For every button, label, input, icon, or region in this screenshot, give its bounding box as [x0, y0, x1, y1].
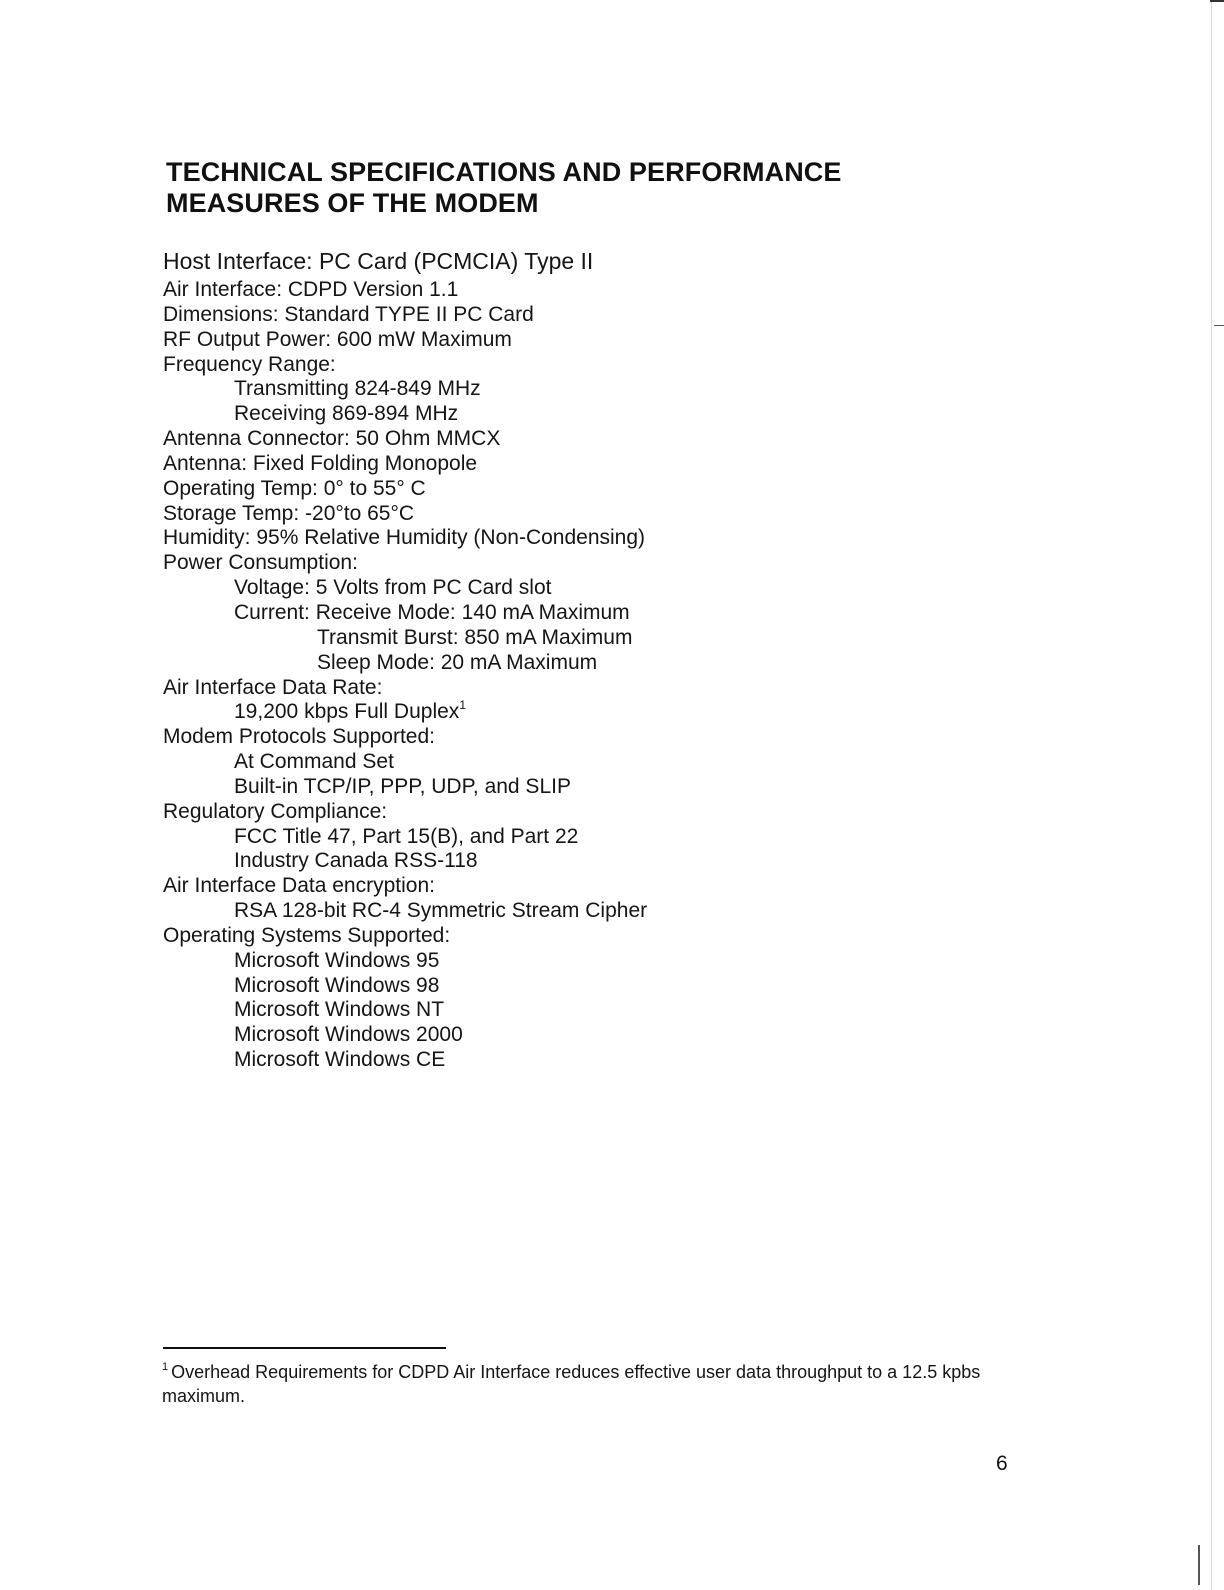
spec-line [163, 245, 1063, 278]
spec-text: Microsoft Windows NT [234, 998, 445, 1022]
spec-text: Sleep Mode: 20 mA Maximum [317, 650, 598, 674]
footnote [162, 1360, 1002, 1408]
spec-line [163, 949, 1063, 974]
spec-text: FCC Title 47, Part 15(B), and Part 22 [234, 824, 579, 848]
spec-text: Operating Temp: 0° to 55° C [163, 476, 426, 500]
spec-text: Microsoft Windows CE [234, 1048, 446, 1072]
spec-text: Transmitting 824-849 MHz [234, 377, 481, 401]
spec-line [163, 328, 1063, 353]
spec-line [163, 477, 1063, 502]
spec-text: 19,200 kbps Full Duplex [234, 700, 460, 724]
spec-line [163, 924, 1063, 949]
spec-line [163, 700, 1063, 725]
spec-line [163, 849, 1063, 874]
spec-line [163, 502, 1063, 527]
spec-line [163, 626, 1063, 651]
spec-line [163, 1048, 1063, 1073]
page-edge-line [1211, 0, 1212, 1590]
spec-text: Receiving 869-894 MHz [234, 402, 459, 426]
spec-text: Host Interface: PC Card (PCMCIA) Type II [163, 248, 594, 274]
spec-line [163, 775, 1063, 800]
spec-line [163, 899, 1063, 924]
spec-text: Current: Receive Mode: 140 mA Maximum [234, 600, 630, 624]
spec-line [163, 725, 1063, 750]
spec-line [163, 1023, 1063, 1048]
spec-line [163, 974, 1063, 999]
spec-line [163, 353, 1063, 378]
scan-mark [1214, 325, 1224, 326]
spec-text: Modem Protocols Supported: [163, 725, 435, 749]
footnote-reference: 1 [459, 698, 466, 713]
spec-text: Storage Temp: -20°to 65°C [163, 501, 415, 525]
spec-text: At Command Set [234, 750, 394, 774]
spec-text: Humidity: 95% Relative Humidity (Non-Condensing) [163, 526, 646, 550]
footnote-marker: 1 [162, 1361, 169, 1373]
page-title [166, 157, 842, 219]
spec-text: Air Interface Data encryption: [163, 874, 435, 898]
footnote-text: Overhead Requirements for CDPD Air Interface reduces effective user data throughput to a 12.5 kpbs maximum. [162, 1362, 981, 1406]
scan-mark [1210, 0, 1224, 2]
spec-text: Microsoft Windows 2000 [234, 1023, 463, 1047]
specifications-list [163, 245, 1063, 1073]
spec-text: Regulatory Compliance: [163, 799, 388, 823]
spec-text: Frequency Range: [163, 352, 336, 376]
spec-text: Antenna: Fixed Folding Monopole [163, 451, 478, 475]
page-number: 6 [996, 1452, 1008, 1475]
spec-line [163, 800, 1063, 825]
spec-text: Microsoft Windows 98 [234, 973, 440, 997]
spec-line [163, 526, 1063, 551]
spec-text: Operating Systems Supported: [163, 923, 451, 947]
spec-text: RF Output Power: 600 mW Maximum [163, 327, 512, 351]
spec-text: RSA 128-bit RC-4 Symmetric Stream Cipher [234, 899, 648, 923]
page-title-line-1: TECHNICAL SPECIFICATIONS AND PERFORMANCE [166, 157, 842, 187]
spec-line [163, 576, 1063, 601]
footnote-divider [163, 1347, 446, 1349]
spec-line [163, 377, 1063, 402]
spec-text: Air Interface: CDPD Version 1.1 [163, 278, 459, 301]
spec-text: Air Interface Data Rate: [163, 675, 383, 699]
spec-line [163, 750, 1063, 775]
spec-line [163, 825, 1063, 850]
spec-text: Antenna Connector: 50 Ohm MMCX [163, 427, 501, 451]
spec-line [163, 452, 1063, 477]
page-title-line-2: MEASURES OF THE MODEM [166, 188, 539, 218]
spec-line [163, 998, 1063, 1023]
spec-text: Voltage: 5 Volts from PC Card slot [234, 576, 552, 600]
spec-line [163, 874, 1063, 899]
spec-text: Power Consumption: [163, 551, 358, 575]
spec-line [163, 427, 1063, 452]
spec-line [163, 601, 1063, 626]
spec-line [163, 278, 1063, 303]
spec-line [163, 551, 1063, 576]
spec-text: Transmit Burst: 850 mA Maximum [317, 625, 633, 649]
spec-text: Industry Canada RSS-118 [234, 849, 478, 873]
scan-mark [1198, 1545, 1200, 1585]
spec-text: Microsoft Windows 95 [234, 948, 440, 972]
spec-line [163, 402, 1063, 427]
spec-line [163, 651, 1063, 676]
spec-text: Dimensions: Standard TYPE II PC Card [163, 302, 534, 326]
spec-text: Built-in TCP/IP, PPP, UDP, and SLIP [234, 774, 571, 798]
spec-line [163, 676, 1063, 701]
spec-line [163, 303, 1063, 328]
